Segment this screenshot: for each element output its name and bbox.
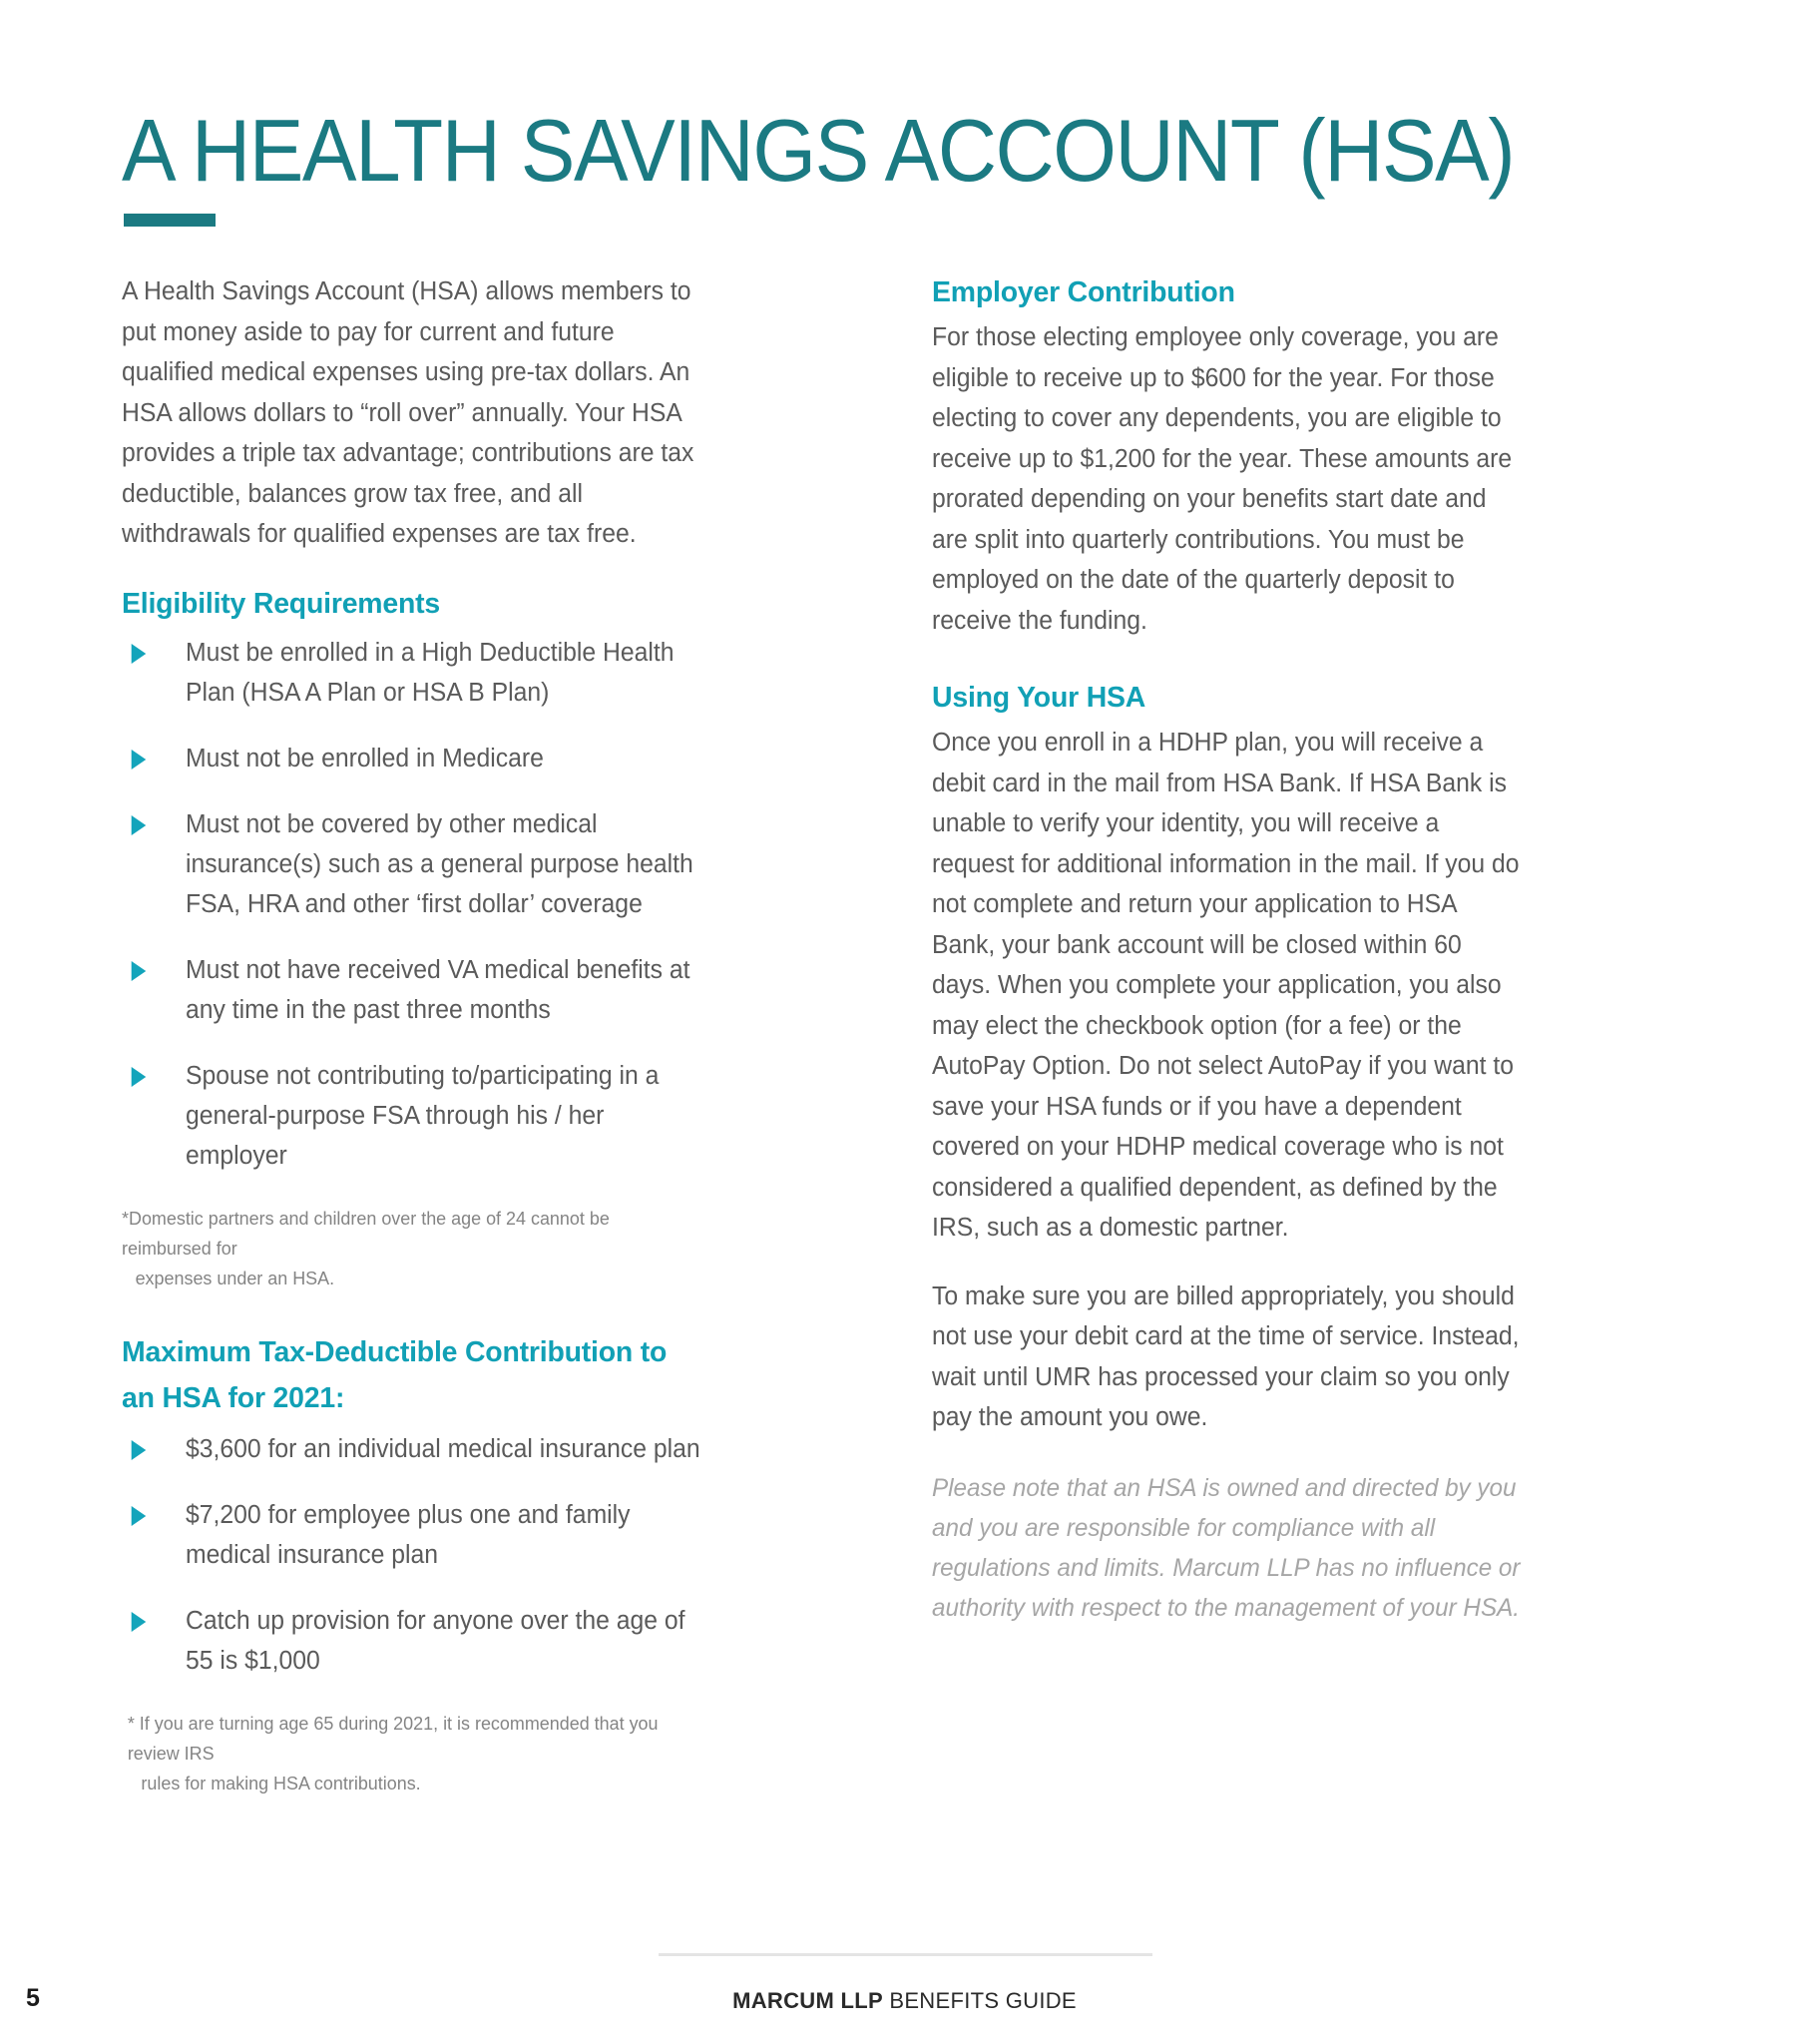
triangle-right-icon	[132, 815, 147, 835]
eligibility-footnote-line1: *Domestic partners and children over the age of 24 cannot be reimbursed for	[122, 1207, 610, 1259]
list-item	[122, 739, 702, 778]
eligibility-footnote	[122, 1204, 702, 1293]
list-item-label: $7,200 for employee plus one and family medical insurance plan	[186, 1500, 631, 1569]
list-item	[122, 1601, 702, 1681]
max-contribution-heading	[122, 1329, 708, 1421]
max-contribution-footnote	[122, 1709, 702, 1798]
list-item	[122, 1056, 702, 1176]
using-your-hsa-paragraph-1: Once you enroll in a HDHP plan, you will receive a debit card in the mail from HSA Bank. If HSA Bank is unable to verify your identity, you will receive a request for additional information in the mail. If you do not complete and return your application to HSA Bank, your bank account will be closed within 60 days. When you complete your application, you also may elect the checkbook option (for a fee) or the AutoPay Option. Do not select AutoPay if you want to save your HSA funds or if you have a dependent covered on your HDHP medical coverage who is not considered a qualified dependent, as defined by the IRS, such as a domestic partner.	[932, 729, 1520, 1242]
eligibility-footnote-line2: expenses under an HSA.	[135, 1267, 335, 1288]
list-item-label: Spouse not contributing to/participating in a general-purpose FSA through his / her employer	[186, 1061, 660, 1170]
triangle-right-icon	[132, 1440, 147, 1460]
triangle-right-icon	[132, 1506, 147, 1526]
list-item-label: Catch up provision for anyone over the age of 55 is $1,000	[186, 1606, 685, 1675]
list-item	[122, 1429, 702, 1469]
triangle-right-icon	[132, 644, 147, 664]
page-number: 5	[26, 1984, 40, 2012]
triangle-right-icon	[132, 1067, 147, 1087]
list-item-label: Must not have received VA medical benefits at any time in the past three months	[186, 955, 690, 1024]
page-title: A HEALTH SAVINGS ACCOUNT (HSA)	[122, 100, 1515, 200]
max-contribution-footnote-line2: rules for making HSA contributions.	[141, 1772, 421, 1793]
list-item	[122, 804, 702, 924]
list-item-label: Must not be covered by other medical insurance(s) such as a general purpose health FSA, HRA and other ‘first dollar’ coverage	[186, 809, 693, 918]
eligibility-list	[122, 633, 720, 1176]
max-contribution-heading-line1: Maximum Tax-Deductible Contribution to	[122, 1335, 668, 1368]
footer-divider	[659, 1953, 1152, 1956]
intro-paragraph: A Health Savings Account (HSA) allows members to put money aside to pay for current and future qualified medical expenses using pre-tax dollars. An HSA allows dollars to “roll over” annually. Your HSA provides a triple tax advantage; contributions are tax deductible, balances grow tax free, and all withdrawals for qualified expenses are tax free.	[122, 277, 694, 548]
list-item	[122, 1495, 702, 1575]
employer-contribution-heading: Employer Contribution	[932, 276, 1235, 308]
right-column	[932, 271, 1539, 1628]
footer-brand: MARCUM LLP	[732, 1988, 883, 2013]
triangle-right-icon	[132, 961, 147, 981]
list-item-label: Must not be enrolled in Medicare	[186, 744, 544, 772]
eligibility-heading: Eligibility Requirements	[122, 587, 441, 620]
triangle-right-icon	[132, 750, 147, 769]
using-your-hsa-paragraph-2: To make sure you are billed appropriately, you should not use your debit card at the time of service. Instead, wait until UMR has processed your claim so you only pay the amount you owe.	[932, 1281, 1520, 1431]
hsa-disclaimer: Please note that an HSA is owned and directed by you and you are responsible for compliance with all regulations and limits. Marcum LLP has no influence or authority with respect to the management of your HSA.	[932, 1473, 1521, 1622]
using-your-hsa-heading: Using Your HSA	[932, 682, 1146, 714]
footer-label	[0, 1988, 1809, 2014]
list-item	[122, 950, 702, 1030]
footer-guide-label: BENEFITS GUIDE	[882, 1988, 1077, 2013]
employer-contribution-paragraph: For those electing employee only coverage, you are eligible to receive up to $600 for the year. For those electing to cover any dependents, you are eligible to receive up to $1,200 for the year. These amounts are prorated depending on your benefits start date and are split into quarterly contributions. You must be employed on the date of the quarterly deposit to receive the funding.	[932, 323, 1513, 635]
list-item	[122, 633, 702, 713]
max-contribution-list	[122, 1429, 720, 1681]
title-accent-rule	[124, 214, 216, 227]
max-contribution-heading-line2: an HSA for 2021:	[122, 1381, 345, 1414]
list-item-label: $3,600 for an individual medical insurance plan	[186, 1434, 700, 1463]
max-contribution-footnote-line1: * If you are turning age 65 during 2021, it is recommended that you review IRS	[127, 1712, 659, 1764]
list-item-label: Must be enrolled in a High Deductible Health Plan (HSA A Plan or HSA B Plan)	[186, 638, 675, 707]
left-column	[122, 271, 720, 1798]
triangle-right-icon	[132, 1612, 147, 1632]
